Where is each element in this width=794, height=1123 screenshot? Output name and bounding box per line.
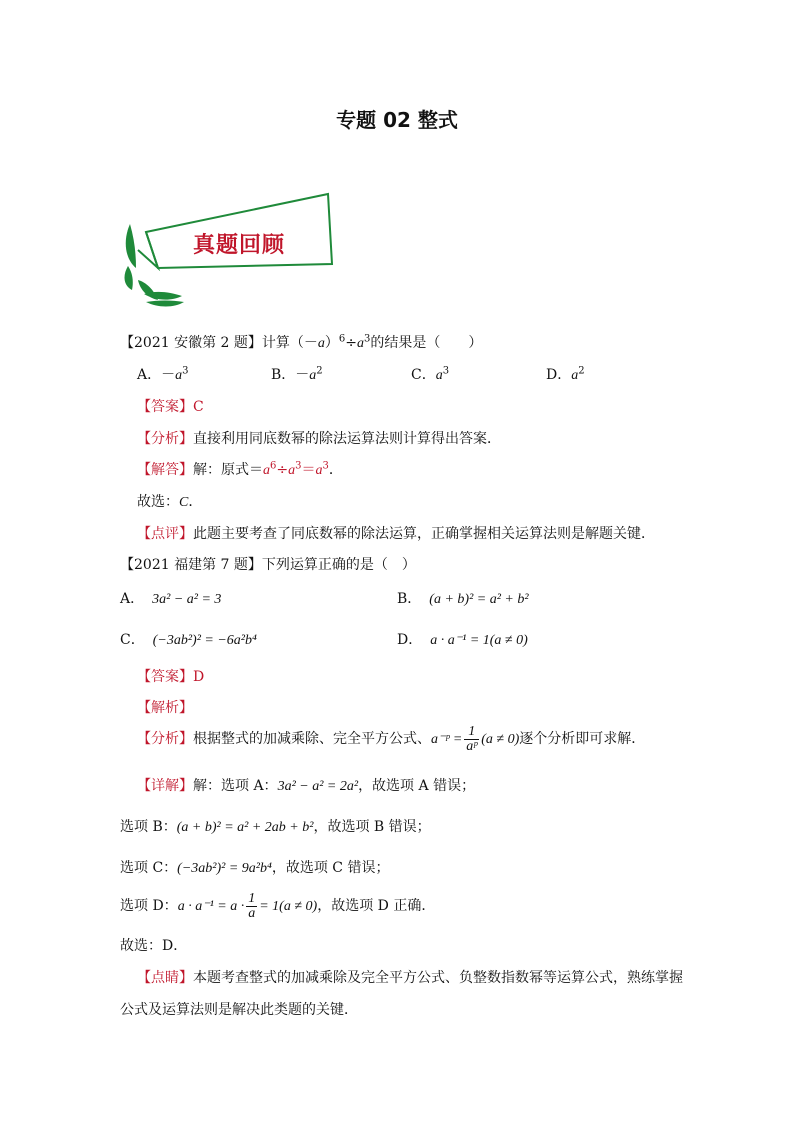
q1-analysis: 【分析】直接利用同底数幂的除法运算法则计算得出答案．	[137, 431, 501, 447]
q2-comment-line1: 【点睛】本题考查整式的加减乘除及完全平方公式、负整数指数幂等运算公式，熟练掌握	[137, 970, 683, 986]
q2-detail-d: 选项 D：a · a⁻¹ = a · $\frac{1}{a}$ = 1(a ≠ 0)，故选项 D 正确．	[120, 890, 436, 921]
q2-option-a: A． 3a² − a² = 3	[120, 591, 222, 607]
q1-comment: 【点评】此题主要考查了同底数幂的除法运算，正确掌握相关运算法则是解题关键．	[137, 526, 655, 542]
q2-choice: 故选：D．	[120, 938, 188, 954]
q1-option-c: C．$a^3$	[411, 365, 450, 383]
q2-comment-line2: 公式及运算法则是解决此类题的关键．	[120, 1002, 358, 1018]
q2-detail-c: 选项 C：(−3ab²)² = 9a²b⁴，故选项 C 错误；	[120, 860, 390, 876]
q2-jiexi: 【解析】	[137, 700, 193, 716]
q1-option-a: A．$-a^3$	[137, 365, 189, 383]
q1-choice: 故选：C．	[137, 494, 203, 510]
analysis-fraction: $\frac{1}{\text{aᵖ}}$	[466, 723, 478, 754]
q1-option-b: B．$-a^2$	[271, 365, 323, 383]
page-title: 专题 02 整式	[336, 108, 458, 132]
q1-stem: 【2021 安徽第 2 题】计算$(-a)^6\div a^3$的结果是（ ）	[120, 333, 483, 351]
q2-option-c: C． (−3ab²)² = −6a²b⁴	[120, 632, 257, 648]
q2-stem: 【2021 福建第 7 题】下列运算正确的是（ ）	[120, 557, 416, 573]
q2-option-b: B． (a + b)² = a² + b²	[397, 591, 529, 607]
banner-label: 真题回顾	[193, 232, 286, 258]
q2-detail-b: 选项 B：(a + b)² = a² + 2ab + b²，故选项 B 错误；	[120, 819, 431, 835]
q1-answer: 【答案】C	[137, 399, 204, 415]
q2-detail-a: 【详解】解：选项 A：3a² − a² = 2a²，故选项 A 错误；	[137, 778, 476, 794]
q2-analysis: 【分析】根据整式的加减乘除、完全平方公式、a⁻ᵖ = $\frac{1}{\text{aᵖ}}$ (a ≠ 0)逐个分析即可求解．	[137, 723, 646, 754]
q1-option-d: D．$a^2$	[546, 365, 585, 383]
q2-answer: 【答案】D	[137, 669, 205, 685]
q1-solution: 【解答】解：原式$=a^6\div a^3=a^3$．	[137, 460, 343, 478]
detail-fraction: $\frac{1}{a}$	[248, 890, 256, 921]
q2-option-d: D． a · a⁻¹ = 1(a ≠ 0)	[397, 632, 528, 648]
